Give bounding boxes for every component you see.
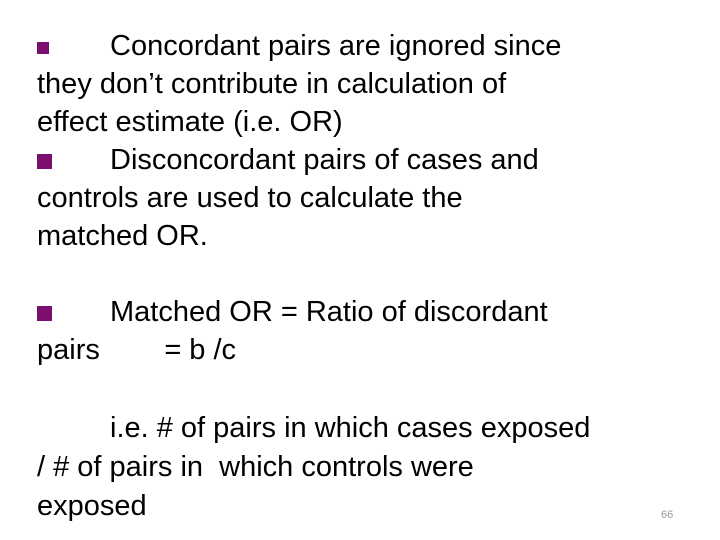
bullet-2-line-2: controls are used to calculate the (37, 182, 463, 214)
slide-number: 66 (661, 509, 674, 521)
bullet-2-line-1: Disconcordant pairs of cases and (110, 144, 539, 176)
explanation-line-1: i.e. # of pairs in which cases exposed (110, 412, 591, 444)
bullet-2-line-3: matched OR. (37, 220, 208, 252)
bullet-1-line-3: effect estimate (i.e. OR) (37, 106, 343, 138)
bullet-3-line-2: pairs = b /c (37, 334, 237, 366)
explanation-line-2: / # of pairs in which controls were (37, 451, 474, 483)
bullet-3-line-1: Matched OR = Ratio of discordant (110, 296, 548, 328)
bullet-1-line-1: Concordant pairs are ignored since (110, 30, 562, 62)
bullet-1-line-2: they don’t contribute in calculation of (37, 68, 507, 100)
explanation-line-3: exposed (37, 490, 147, 522)
